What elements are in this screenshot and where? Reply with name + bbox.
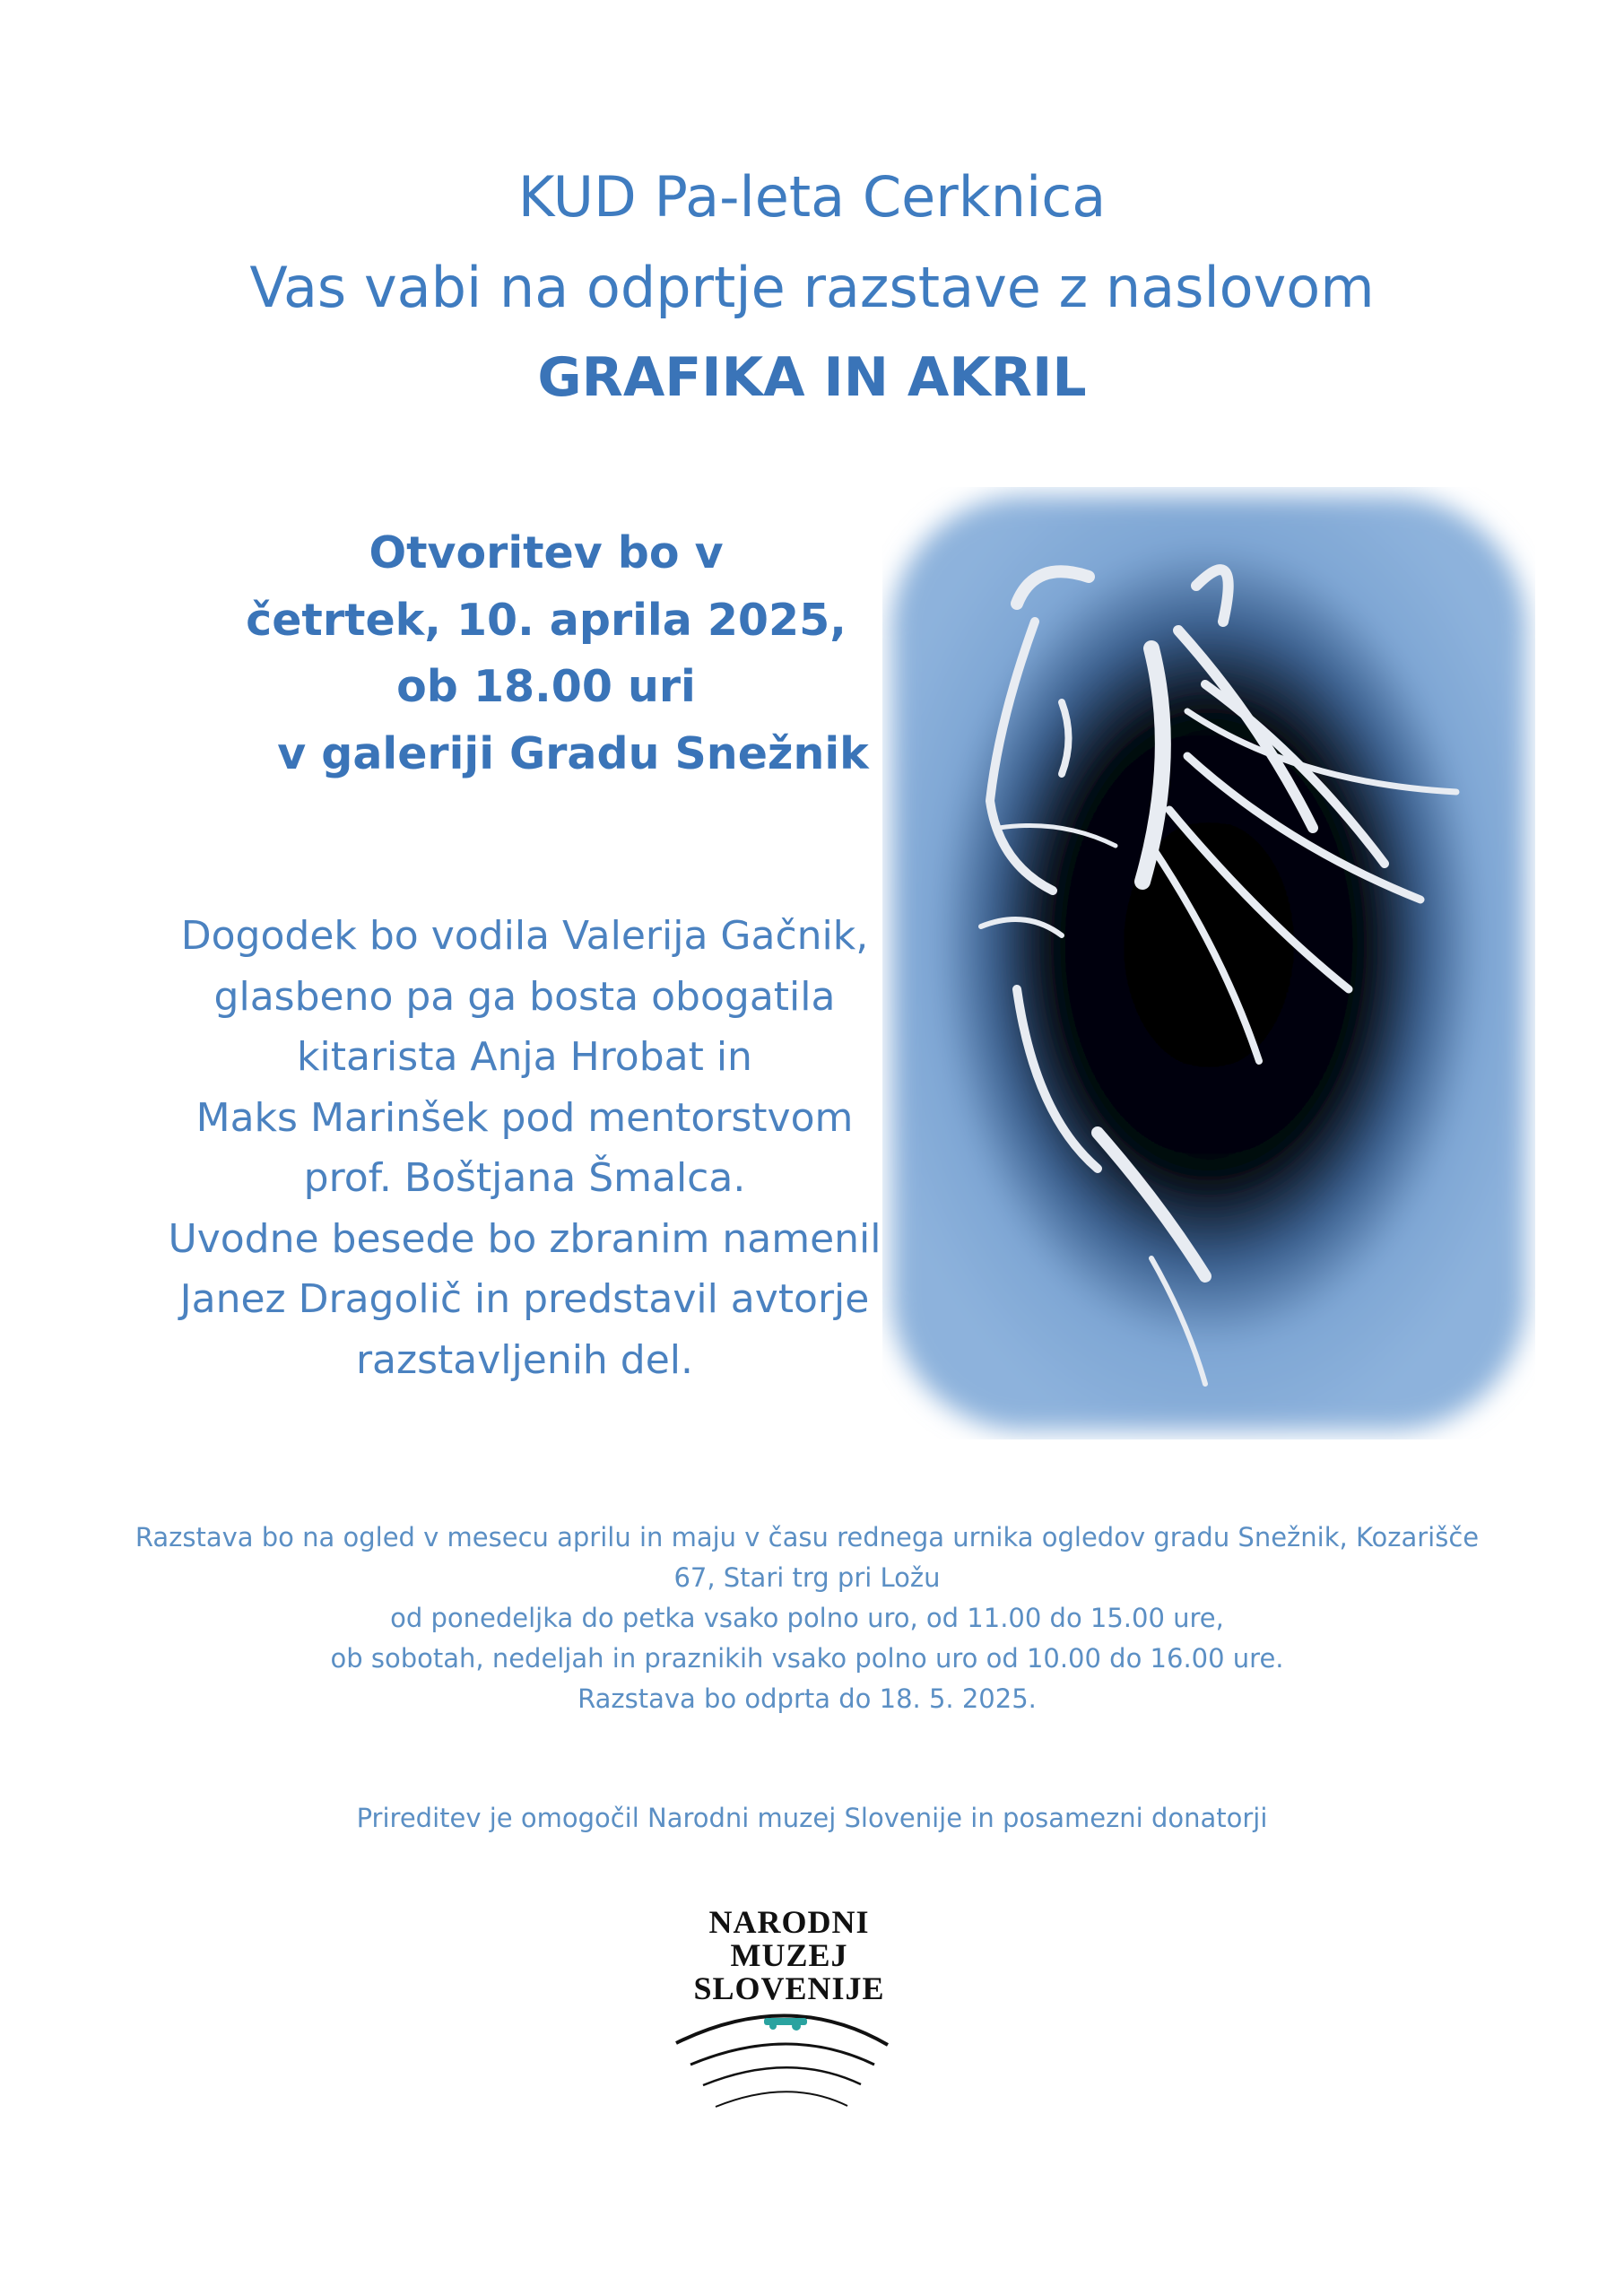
invitation-line: Vas vabi na odprtje razstave z naslovom bbox=[249, 255, 1375, 320]
program-line: Janez Dragolič in predstavil avtorje bbox=[179, 1276, 870, 1322]
program-line: Uvodne besede bo zbranim namenil bbox=[168, 1215, 881, 1262]
exhibition-title: GRAFIKA IN AKRIL bbox=[537, 346, 1087, 409]
horse-carriage-icon bbox=[764, 2018, 807, 2031]
info-line: Razstava bo odprta do 18. 5. 2025. bbox=[578, 1683, 1037, 1714]
program-line: kitarista Anja Hrobat in bbox=[297, 1034, 752, 1080]
program-line: prof. Boštjana Šmalca. bbox=[303, 1155, 746, 1201]
narodni-muzej-logo bbox=[664, 1906, 915, 2126]
program-line: Dogodek bo vodila Valerija Gačnik, bbox=[180, 913, 869, 959]
info-line: ob sobotah, nedeljah in praznikih vsako polno uro od 10.00 do 16.00 ure. bbox=[330, 1643, 1284, 1674]
opening-line: v galeriji Gradu Snežnik bbox=[277, 727, 869, 779]
sponsor-note: Prireditev je omogočil Narodni muzej Slovenije in posamezni donatorji bbox=[356, 1803, 1268, 1833]
program-line: razstavljenih del. bbox=[355, 1336, 694, 1383]
logo-text-line: MUZEJ bbox=[730, 1937, 848, 1973]
logo-text-line: SLOVENIJE bbox=[693, 1970, 885, 2006]
organizer-title: KUD Pa-leta Cerknica bbox=[517, 164, 1107, 230]
opening-line: ob 18.00 uri bbox=[396, 661, 696, 712]
program-description bbox=[143, 906, 906, 1390]
logo-arcs-icon bbox=[664, 2005, 915, 2122]
logo-text-line: NARODNI bbox=[708, 1904, 870, 1940]
program-line: glasbeno pa ga bosta obogatila bbox=[213, 973, 836, 1020]
horse-artwork bbox=[882, 487, 1535, 1439]
info-line: 67, Stari trg pri Ložu bbox=[673, 1562, 941, 1593]
opening-line: Otvoritev bo v bbox=[369, 527, 724, 578]
program-line: Maks Marinšek pod mentorstvom bbox=[195, 1094, 854, 1141]
opening-details bbox=[187, 520, 905, 787]
opening-line: četrtek, 10. aprila 2025, bbox=[246, 594, 847, 646]
info-line: Razstava bo na ogled v mesecu aprilu in maju v času rednega urnika ogledov gradu Snežnik, Kozarišče bbox=[135, 1522, 1480, 1552]
visiting-info bbox=[90, 1518, 1524, 1719]
info-line: od ponedeljka do petka vsako polno uro, od 11.00 do 15.00 ure, bbox=[390, 1603, 1224, 1633]
